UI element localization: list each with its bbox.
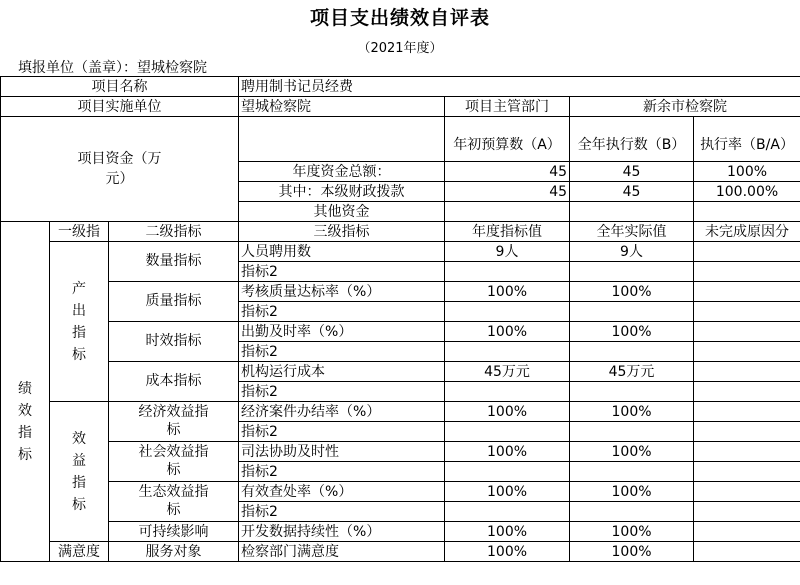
target-cell[interactable]	[445, 302, 570, 322]
actual-cell[interactable]: 100%	[570, 282, 694, 302]
col-budget: 年初预算数（A）	[445, 117, 570, 162]
reason-cell[interactable]	[694, 322, 800, 342]
reason-cell[interactable]	[694, 462, 800, 482]
l2-cell: 成本指标	[109, 362, 239, 402]
table-row	[1, 442, 800, 462]
effect-label	[50, 402, 109, 542]
h-l3: 三级指标	[239, 222, 445, 242]
target-cell[interactable]	[445, 502, 570, 522]
funds-header-row	[1, 117, 800, 162]
reason-cell[interactable]	[694, 442, 800, 462]
target-cell[interactable]: 100%	[445, 522, 570, 542]
perf-header-row	[1, 222, 800, 242]
reason-cell[interactable]	[694, 262, 800, 282]
l3-placeholder[interactable]: 指标2	[239, 262, 445, 282]
h-actual: 全年实际值	[570, 222, 694, 242]
target-cell[interactable]: 100%	[445, 402, 570, 422]
l2-cell: 服务对象	[109, 542, 239, 562]
table-row	[1, 242, 800, 262]
table-row	[1, 542, 800, 562]
l2-cell	[109, 482, 239, 522]
l3-cell[interactable]: 有效查处率（%）	[239, 482, 445, 502]
project-name-row	[1, 77, 800, 97]
l3-cell[interactable]: 考核质量达标率（%）	[239, 282, 445, 302]
target-cell[interactable]: 100%	[445, 542, 570, 562]
actual-cell[interactable]	[570, 342, 694, 362]
perf-label-text: 绩效指标	[18, 380, 32, 463]
reason-cell[interactable]	[694, 542, 800, 562]
reason-cell[interactable]	[694, 522, 800, 542]
report-year: （2021年度）	[357, 41, 443, 56]
target-cell[interactable]: 9人	[445, 242, 570, 262]
target-cell[interactable]: 100%	[445, 282, 570, 302]
h-target: 年度指标值	[445, 222, 570, 242]
target-cell[interactable]: 100%	[445, 442, 570, 462]
l3-cell[interactable]: 检察部门满意度	[239, 542, 445, 562]
project-name-value[interactable]: 聘用制书记员经费	[239, 77, 800, 97]
l2-cell-text: 生态效益指标	[138, 483, 209, 518]
h-l1: 一级指	[50, 222, 109, 242]
report-title: 项目支出绩效自评表	[309, 7, 490, 29]
l2-cell: 可持续影响	[109, 522, 239, 542]
l2-cell: 质量指标	[109, 282, 239, 322]
l2-cell: 数量指标	[109, 242, 239, 282]
reason-cell[interactable]	[694, 242, 800, 262]
actual-cell[interactable]: 100%	[570, 482, 694, 502]
col-exec: 全年执行数（B）	[570, 117, 694, 162]
h-reason: 未完成原因分	[694, 222, 800, 242]
funds-label	[1, 117, 239, 222]
reason-cell[interactable]	[694, 282, 800, 302]
reason-cell[interactable]	[694, 382, 800, 402]
l3-placeholder[interactable]: 指标2	[239, 422, 445, 442]
actual-cell[interactable]	[570, 502, 694, 522]
l2-cell	[109, 442, 239, 482]
self-evaluation-table	[0, 76, 800, 562]
other-label: 其他资金	[239, 202, 445, 222]
actual-cell[interactable]	[570, 422, 694, 442]
h-l2: 二级指标	[109, 222, 239, 242]
actual-cell[interactable]: 100%	[570, 542, 694, 562]
l2-cell: 时效指标	[109, 322, 239, 362]
total-rate[interactable]: 100%	[694, 162, 800, 182]
table-row	[1, 402, 800, 422]
dept-label: 项目主管部门	[445, 97, 570, 117]
l3-cell[interactable]: 经济案件办结率（%）	[239, 402, 445, 422]
actual-cell[interactable]: 9人	[570, 242, 694, 262]
other-budget[interactable]	[445, 202, 570, 222]
actual-cell[interactable]	[570, 462, 694, 482]
l3-placeholder[interactable]: 指标2	[239, 342, 445, 362]
l3-placeholder[interactable]: 指标2	[239, 462, 445, 482]
actual-cell[interactable]: 45万元	[570, 362, 694, 382]
total-budget[interactable]: 45	[445, 162, 570, 182]
reason-cell[interactable]	[694, 402, 800, 422]
l3-placeholder[interactable]: 指标2	[239, 382, 445, 402]
l3-cell[interactable]: 司法协助及时性	[239, 442, 445, 462]
table-row	[1, 482, 800, 502]
actual-cell[interactable]	[570, 262, 694, 282]
actual-cell[interactable]: 100%	[570, 322, 694, 342]
l2-cell	[109, 402, 239, 442]
total-label: 年度资金总额：	[239, 162, 445, 182]
reason-cell[interactable]	[694, 422, 800, 442]
target-cell[interactable]	[445, 382, 570, 402]
table-row	[1, 522, 800, 542]
target-cell[interactable]: 100%	[445, 322, 570, 342]
output-label	[50, 242, 109, 402]
target-cell[interactable]	[445, 262, 570, 282]
reason-cell[interactable]	[694, 362, 800, 382]
target-cell[interactable]	[445, 342, 570, 362]
l3-placeholder[interactable]: 指标2	[239, 302, 445, 322]
l3-cell[interactable]: 机构运行成本	[239, 362, 445, 382]
l3-cell[interactable]: 人员聘用数	[239, 242, 445, 262]
other-exec[interactable]	[570, 202, 694, 222]
l2-cell-text: 社会效益指标	[138, 443, 209, 478]
reason-cell[interactable]	[694, 302, 800, 322]
other-rate[interactable]	[694, 202, 800, 222]
target-cell[interactable]	[445, 462, 570, 482]
l3-cell[interactable]: 开发数据持续性（%）	[239, 522, 445, 542]
sat-label: 满意度	[50, 542, 109, 562]
effect-label-text: 效益指标	[72, 430, 86, 513]
table-row	[1, 362, 800, 382]
target-cell[interactable]: 100%	[445, 482, 570, 502]
actual-cell[interactable]: 100%	[570, 442, 694, 462]
actual-cell[interactable]: 100%	[570, 402, 694, 422]
dept-value[interactable]: 新余市检察院	[570, 97, 800, 117]
project-name-label: 项目名称	[1, 77, 239, 97]
table-row	[1, 282, 800, 302]
local-rate[interactable]: 100.00%	[694, 182, 800, 202]
perf-label	[1, 222, 50, 562]
impl-unit-row	[1, 97, 800, 117]
local-label: 其中：本级财政拨款	[239, 182, 445, 202]
actual-cell[interactable]	[570, 302, 694, 322]
local-exec[interactable]: 45	[570, 182, 694, 202]
reporting-unit: 填报单位（盖章）：望城检察院	[18, 60, 207, 76]
impl-unit-label: 项目实施单位	[1, 97, 239, 117]
l2-cell-text: 经济效益指标	[138, 403, 209, 438]
l3-placeholder[interactable]: 指标2	[239, 502, 445, 522]
table-row	[1, 322, 800, 342]
actual-cell[interactable]: 100%	[570, 522, 694, 542]
reason-cell[interactable]	[694, 482, 800, 502]
target-cell[interactable]	[445, 422, 570, 442]
funds-blank	[239, 117, 445, 162]
total-exec[interactable]: 45	[570, 162, 694, 182]
output-label-text: 产出指标	[72, 280, 86, 363]
actual-cell[interactable]	[570, 382, 694, 402]
funds-label-text: 项目资金（万元）	[77, 151, 162, 187]
col-rate: 执行率（B/A）	[694, 117, 800, 162]
impl-unit-value[interactable]: 望城检察院	[239, 97, 445, 117]
local-budget[interactable]: 45	[445, 182, 570, 202]
reason-cell[interactable]	[694, 342, 800, 362]
l3-cell[interactable]: 出勤及时率（%）	[239, 322, 445, 342]
reason-cell[interactable]	[694, 502, 800, 522]
target-cell[interactable]: 45万元	[445, 362, 570, 382]
